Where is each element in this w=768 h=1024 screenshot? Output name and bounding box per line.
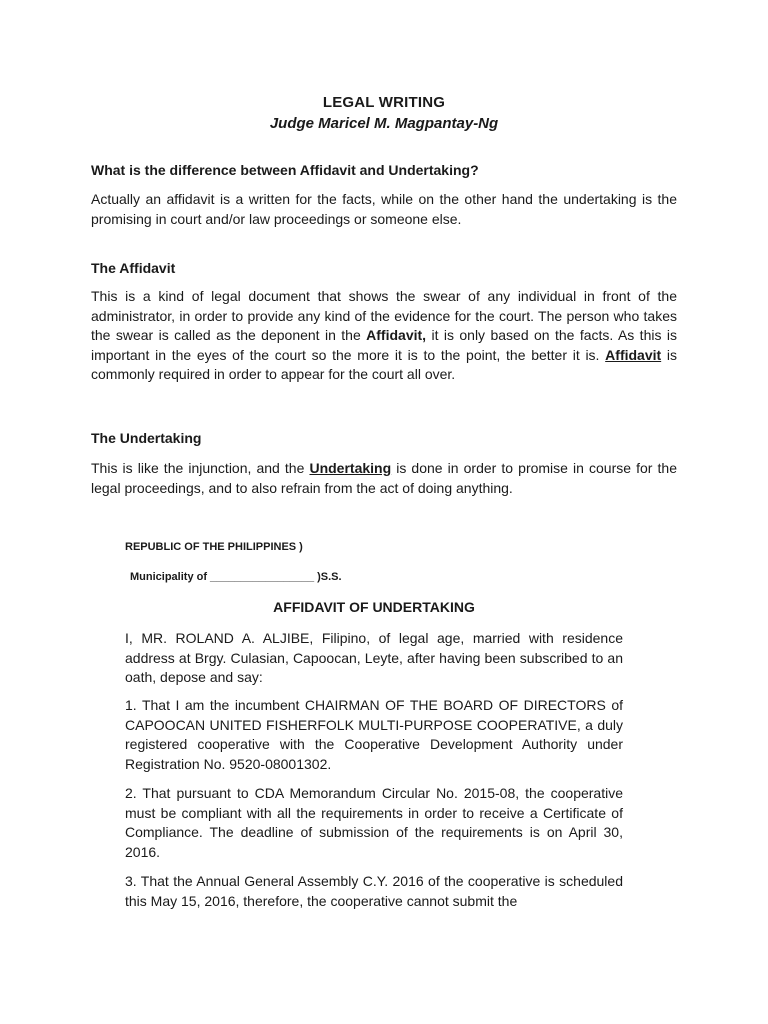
undertaking-term: Undertaking [309, 460, 392, 476]
undertaking-paragraph [91, 459, 677, 498]
intro-answer: Actually an affidavit is a written for the facts, while on the other hand the undertaking is the promising in court and/or law proceedings or someone else. [91, 191, 677, 227]
document-author: Judge Maricel M. Magpantay-Ng [269, 115, 499, 132]
municipality-line: Municipality of _________________ )S.S. [130, 571, 342, 583]
affidavit-term-1: Affidavit, [366, 327, 427, 343]
undertaking-text-2: is done in order to promise in course for the legal proceedings, and to also refrain from the act of doing anything. [91, 460, 677, 496]
undertaking-heading: The Undertaking [91, 430, 202, 446]
affidavit-item-3: 3. That the Annual General Assembly C.Y. 2016 of the cooperative is scheduled this May 15, 2016, therefore, the cooperative cannot submit the [125, 873, 623, 909]
affidavit-item-1: 1. That I am the incumbent CHAIRMAN OF THE BOARD OF DIRECTORS of CAPOOCAN UNITED FISHERFOLK MULTI-PURPOSE COOPERATIVE, a duly registered cooperative with the Cooperative Development Authority under Registration No. 9520-08001302. [125, 697, 623, 772]
affidavit-opening: I, MR. ROLAND A. ALJIBE, Filipino, of legal age, married with residence address at Brgy. Culasian, Capoocan, Leyte, after having been subscribed to an oath, depose and say: [125, 630, 623, 685]
affidavit-heading: The Affidavit [91, 260, 176, 276]
affidavit-text-2: it is only based on the facts. As this is important in the eyes of the court so the more it is to the point, the better it is. [91, 327, 677, 363]
affidavit-text-3: is commonly required in order to appear for the court all over. [91, 346, 678, 382]
affidavit-term-2: Affidavit [605, 346, 662, 363]
intro-question: What is the difference between Affidavit and Undertaking? [91, 162, 479, 178]
republic-line: REPUBLIC OF THE PHILIPPINES ) [125, 541, 303, 553]
affidavit-item-2: 2. That pursuant to CDA Memorandum Circular No. 2015-08, the cooperative must be compliant with all the requirements in order to receive a Certificate of Compliance. The deadline of submission of the requirements is on April 30, 2016. [125, 785, 623, 860]
affidavit-text-1: This is a kind of legal document that shows the swear of any individual in front of the administrator, in order to provide any kind of the evidence for the court. The person who takes the swear is called as the deponent in the [91, 288, 677, 343]
affidavit-of-undertaking-title: AFFIDAVIT OF UNDERTAKING [273, 599, 475, 615]
affidavit-paragraph [91, 287, 677, 385]
undertaking-text-1: This is like the injunction, and the [91, 460, 310, 476]
document-title: LEGAL WRITING [322, 94, 446, 111]
